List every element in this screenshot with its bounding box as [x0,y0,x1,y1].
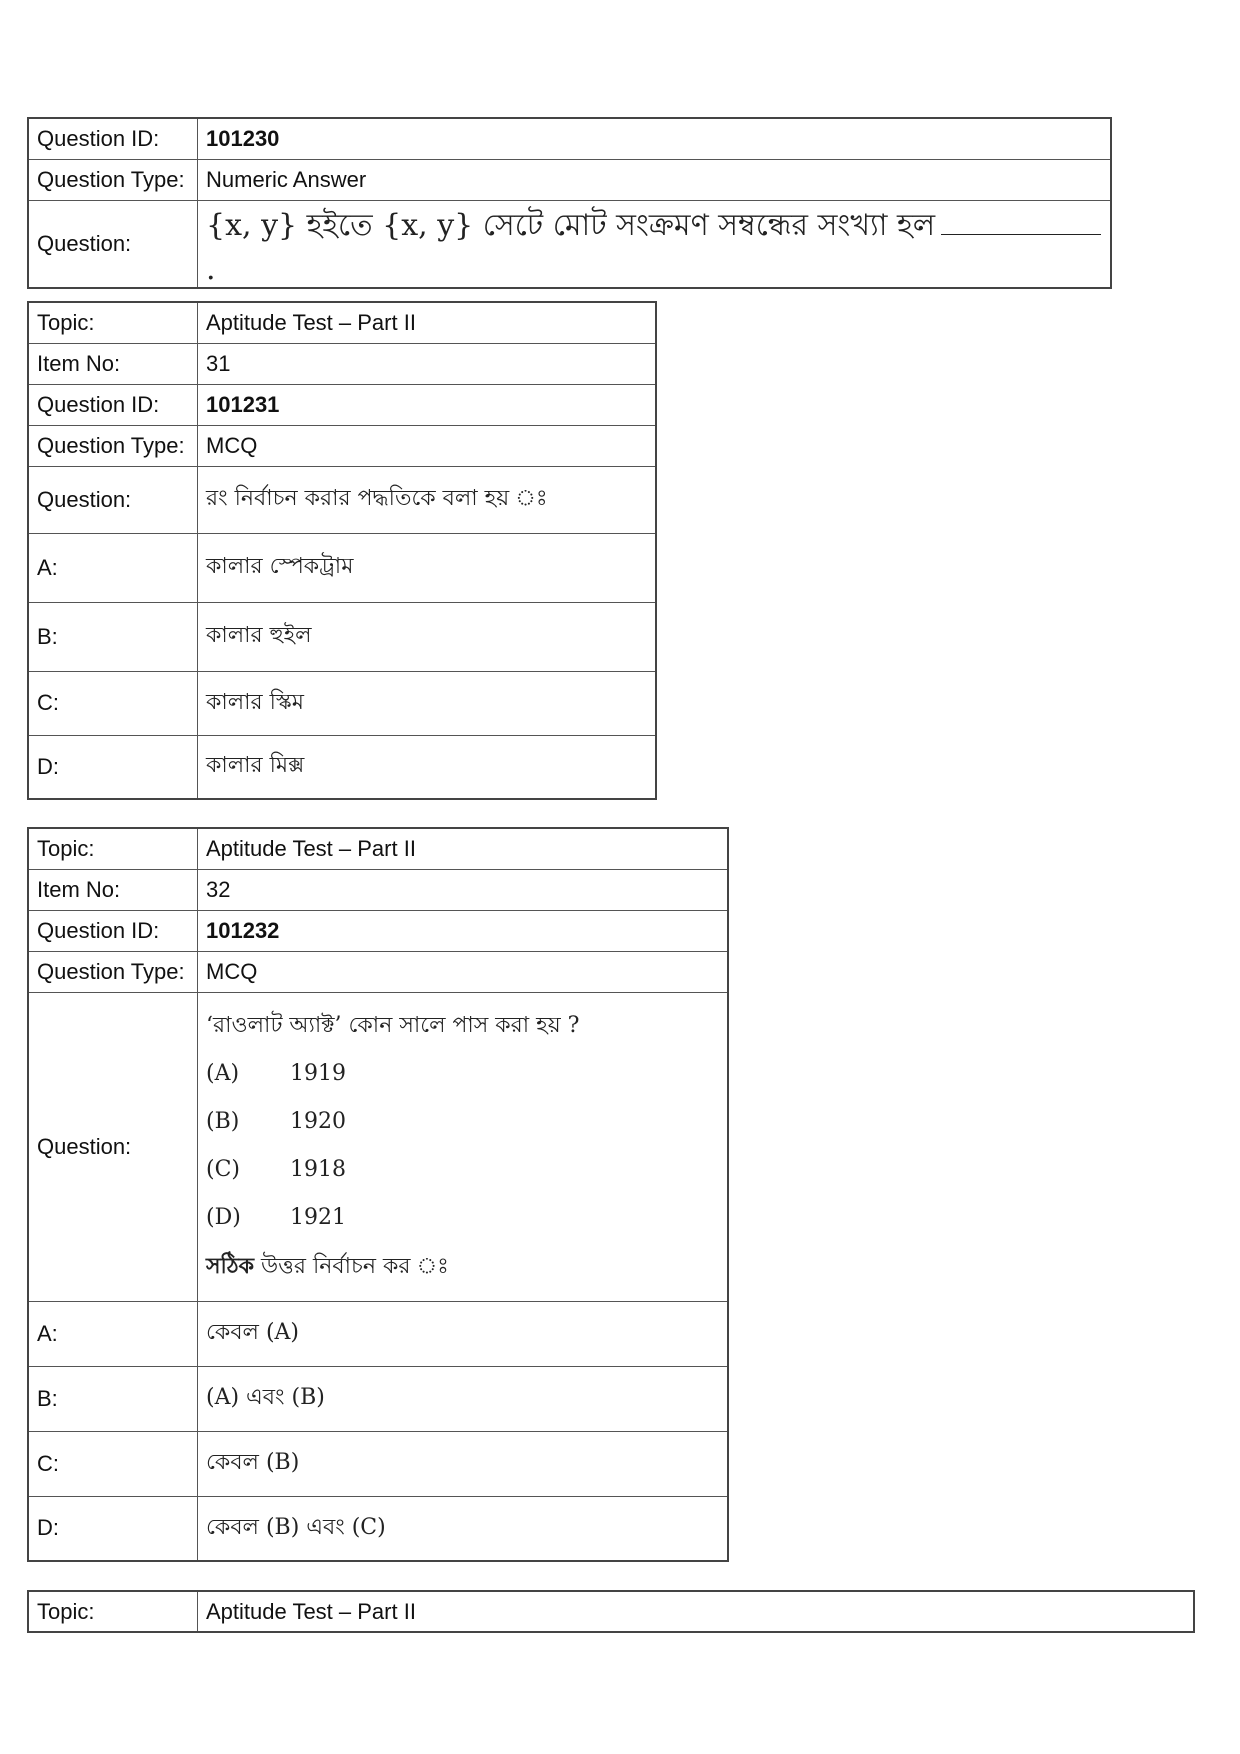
list-value: 1920 [290,1109,346,1134]
topic-label: Topic: [28,302,198,343]
instruction-rest: উত্তর নির্বাচন কর ঃ [253,1254,449,1279]
question-id-row [28,910,728,951]
option-d-row [28,1496,728,1561]
list-item [206,1050,719,1098]
question-id-row [28,118,1111,159]
topic-row [28,1591,1194,1632]
topic-label: Topic: [28,1591,198,1632]
question-id-label: Question ID: [28,118,198,159]
question-id-row [28,384,656,425]
answer-blank [941,208,1101,235]
option-d-row [28,735,656,799]
list-key: (D) [206,1205,241,1230]
question-row [28,466,656,533]
question-type-label: Question Type: [28,425,198,466]
list-key: (B) [206,1109,240,1134]
option-a-label: A: [28,1301,198,1366]
option-c-row [28,1431,728,1496]
option-c-label: C: [28,1431,198,1496]
option-a-row [28,1301,728,1366]
option-c-row [28,671,656,735]
question-id-value: 101232 [198,910,729,951]
topic-row [28,828,728,869]
option-a-text: কালার স্পেকট্রাম [198,533,657,602]
question-row [28,992,728,1301]
question-31-table [27,301,657,800]
question-id-label: Question ID: [28,910,198,951]
question-type-row [28,159,1111,200]
option-b-row [28,1366,728,1431]
option-c-text: কালার স্কিম [198,671,657,735]
question-body [198,992,729,1301]
topic-value: Aptitude Test – Part II [198,828,729,869]
option-d-label: D: [28,735,198,799]
option-b-text: (A) এবং (B) [198,1366,729,1431]
question-id-label: Question ID: [28,384,198,425]
question-text: ‘রাওলাট অ্যাক্ট’ কোন সালে পাস করা হয় ? [206,1013,580,1038]
question-id-value: 101230 [198,118,1112,159]
question-type-value: MCQ [198,951,729,992]
instruction-bold: সঠিক [206,1253,254,1279]
item-no-value: 32 [198,869,729,910]
item-no-label: Item No: [28,869,198,910]
list-value: 1919 [290,1061,346,1086]
option-d-text: কালার মিক্স [198,735,657,799]
option-b-text: কালার হুইল [198,602,657,671]
item-no-value: 31 [198,343,657,384]
question-text: {x, y} হইতে {x, y} সেটে মোট সংক্রমণ সম্বন্ধের সংখ্যা হল [206,207,936,243]
topic-value: Aptitude Test – Part II [198,1591,1195,1632]
option-d-label: D: [28,1496,198,1561]
question-text-cell [198,200,1112,288]
question-32-table [27,827,729,1562]
list-value: 1918 [290,1157,346,1182]
question-id-value: 101231 [198,384,657,425]
list-value: 1921 [290,1205,346,1230]
list-item [206,1098,719,1146]
option-b-label: B: [28,602,198,671]
instruction [206,1242,719,1291]
option-b-row [28,602,656,671]
item-no-row [28,343,656,384]
question-type-label: Question Type: [28,951,198,992]
question-type-row [28,425,656,466]
question-type-row [28,951,728,992]
question-type-value: MCQ [198,425,657,466]
option-c-text: কেবল (B) [198,1431,729,1496]
question-label: Question: [28,466,198,533]
question-end: . [206,251,216,287]
question-row [28,200,1111,288]
topic-label: Topic: [28,828,198,869]
question-text: রং নির্বাচন করার পদ্ধতিকে বলা হয় ঃ [198,466,657,533]
list-key: (A) [206,1061,240,1086]
question-type-label: Question Type: [28,159,198,200]
option-c-label: C: [28,671,198,735]
list-item [206,1194,719,1242]
question-label: Question: [28,992,198,1301]
option-a-text: কেবল (A) [198,1301,729,1366]
topic-row [28,302,656,343]
option-a-label: A: [28,533,198,602]
question-type-value: Numeric Answer [198,159,1112,200]
item-no-row [28,869,728,910]
question-label: Question: [28,200,198,288]
question-30-table [27,117,1112,289]
topic-value: Aptitude Test – Part II [198,302,657,343]
option-d-text: কেবল (B) এবং (C) [198,1496,729,1561]
question-33-table [27,1590,1195,1633]
list-key: (C) [206,1157,240,1182]
item-no-label: Item No: [28,343,198,384]
list-item [206,1146,719,1194]
option-b-label: B: [28,1366,198,1431]
option-a-row [28,533,656,602]
